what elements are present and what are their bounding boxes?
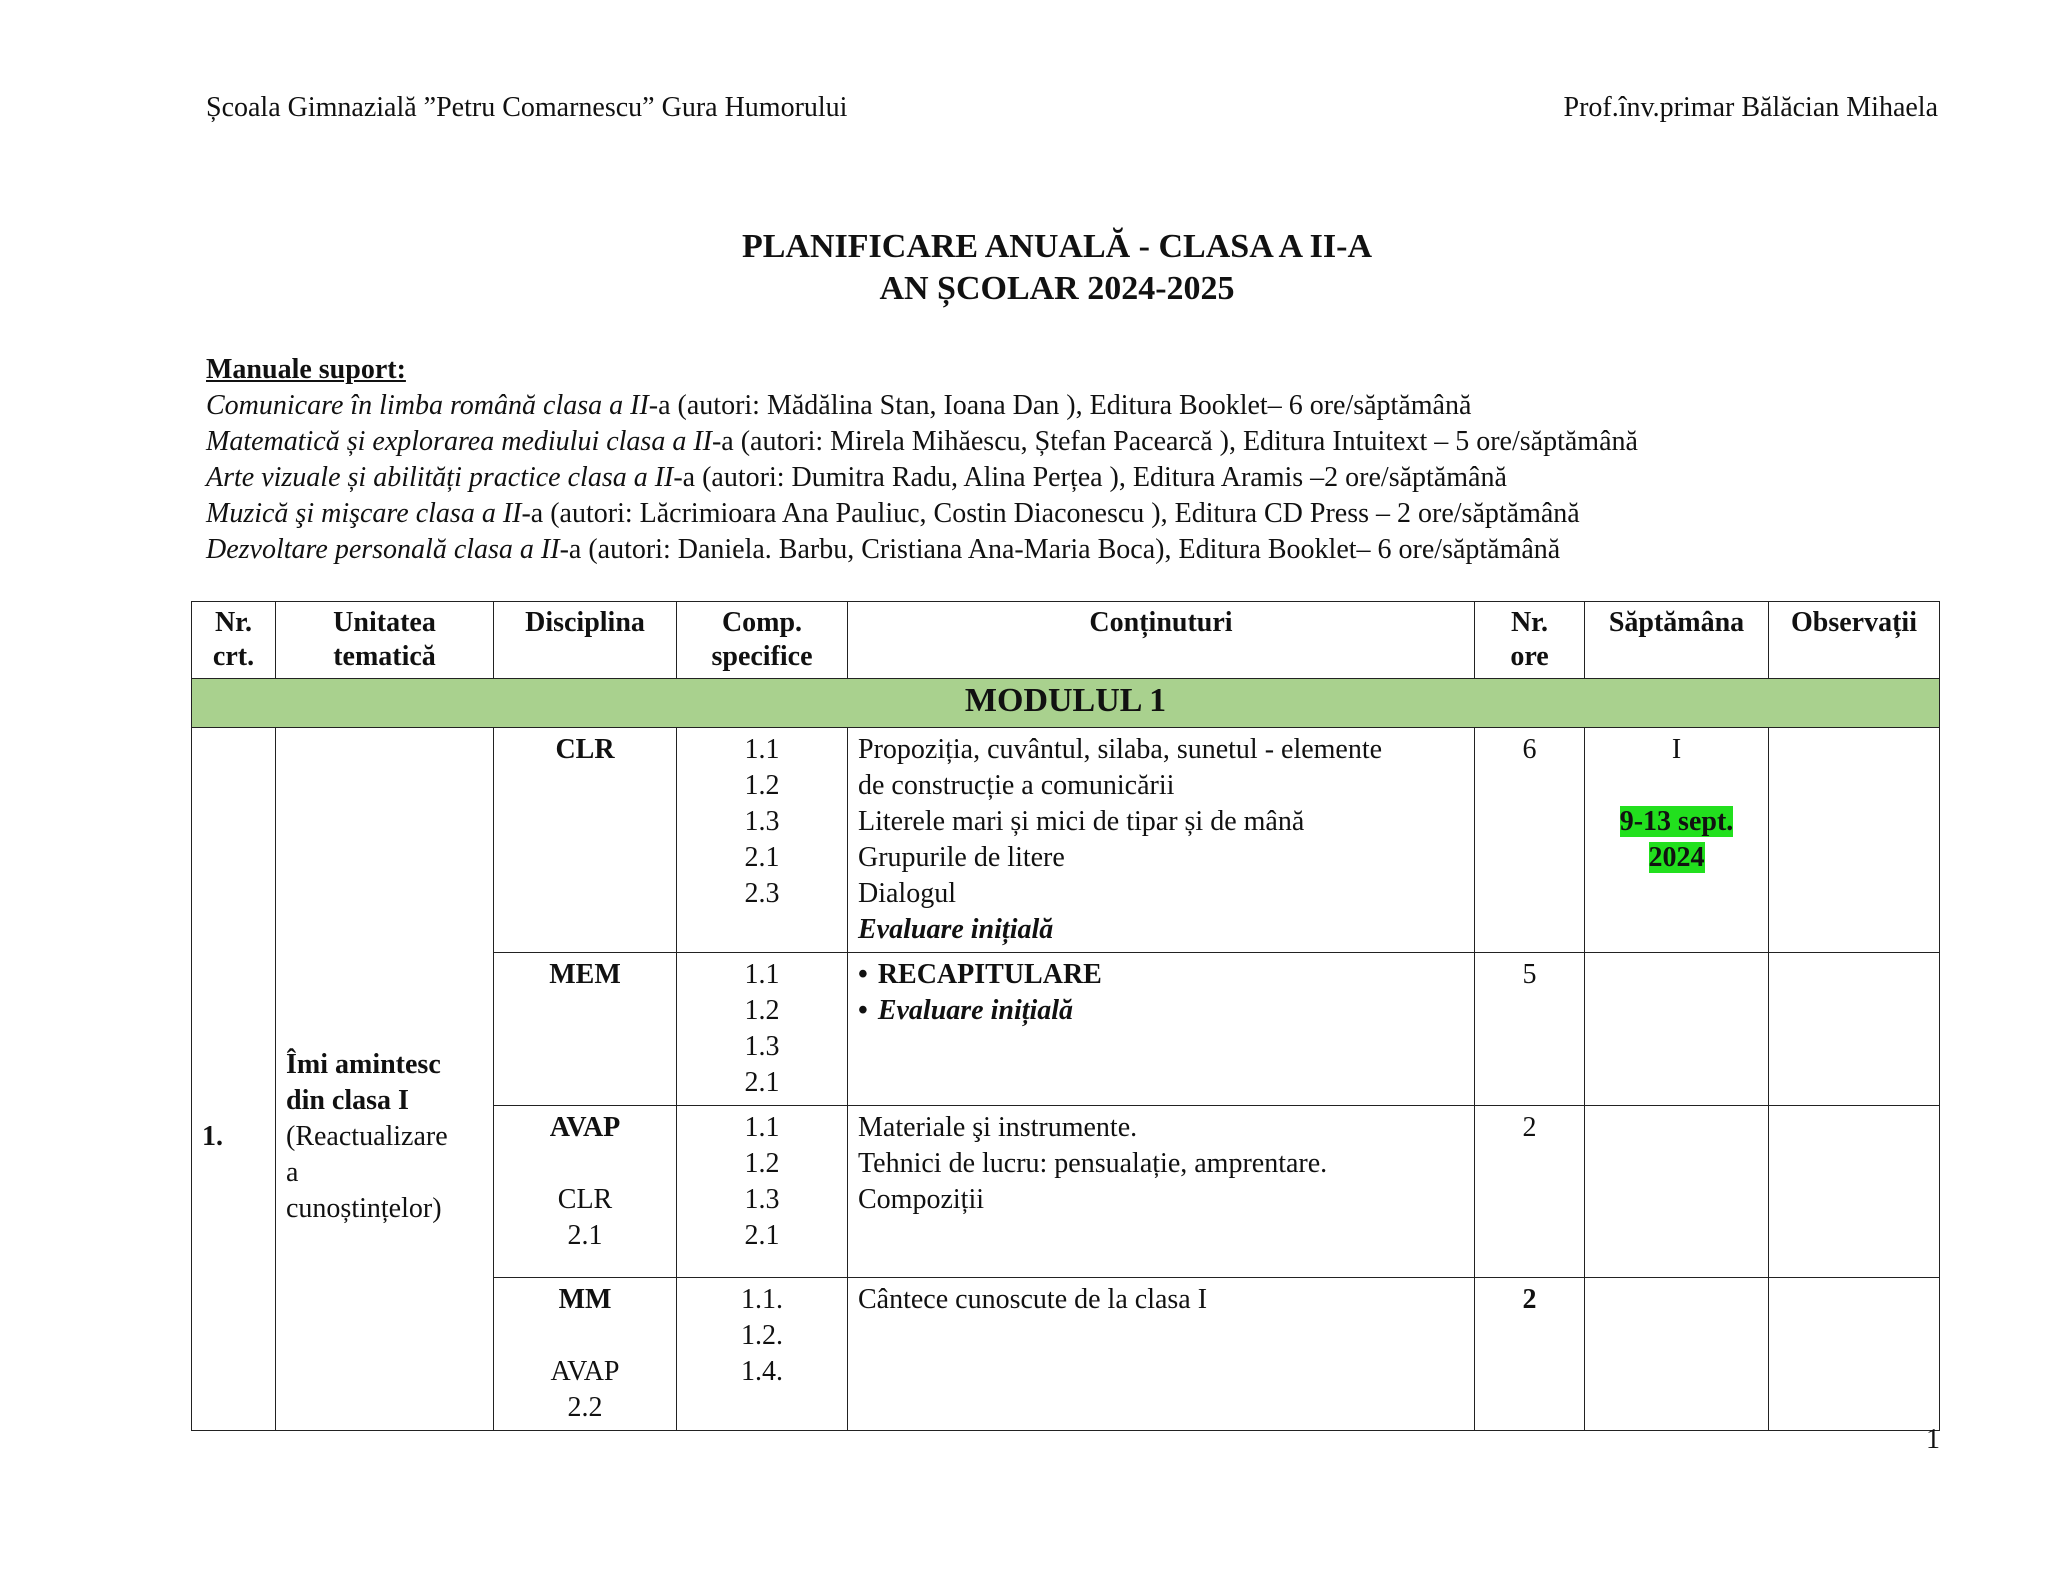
competences-mem: 1.1 1.2 1.3 2.1 [677,953,848,1106]
hours-avap: 2 [1475,1106,1585,1278]
week-mm [1585,1278,1769,1431]
header-unit: Unitatea tematică [276,602,494,679]
manual-line: Comunicare în limba română clasa a II-a (autori: Mădălina Stan, Ioana Dan ), Editura Booklet– 6 ore/săptămână [206,390,1472,421]
discipline-avap: AVAP CLR 2.1 [494,1106,677,1278]
competences-clr: 1.1 1.2 1.3 2.1 2.3 [677,728,848,953]
notes-mem [1769,953,1940,1106]
planning-table [191,601,1940,1431]
notes-avap [1769,1106,1940,1278]
discipline-mem: MEM [494,953,677,1106]
manual-line: Dezvoltare personală clasa a II-a (autori: Daniela. Barbu, Cristiana Ana-Maria Boca), Editura Booklet– 6 ore/săptămână [206,534,1561,565]
table-header-row [192,602,1940,679]
content-mem: • RECAPITULARE • Evaluare inițială [848,953,1475,1106]
header-competences: Comp. specifice [677,602,848,679]
manuals-section [206,352,1638,568]
title-line-1: PLANIFICARE ANUALĂ - CLASA A II-A [741,228,1373,265]
header-notes: Observații [1769,602,1940,679]
module-row [192,679,1940,728]
module-title: MODULUL 1 [192,679,1940,728]
notes-clr [1769,728,1940,953]
hours-mm: 2 [1475,1278,1585,1431]
week-avap [1585,1106,1769,1278]
school-name: Școala Gimnazială ”Petru Comarnescu” Gura Humorului [206,92,848,123]
header-week: Săptămâna [1585,602,1769,679]
header-nr: Nr. crt. [192,602,276,679]
teacher-name: Prof.înv.primar Bălăcian Mihaela [1563,92,1938,123]
manual-line: Arte vizuale și abilități practice clasa a II-a (autori: Dumitra Radu, Alina Perțea ), Editura Aramis –2 ore/săptămână [206,462,1507,493]
content-avap: Materiale şi instrumente. Tehnici de lucru: pensualație, amprentare. Compoziții [848,1106,1475,1278]
row-number: 1. [192,728,276,1431]
discipline-clr: CLR [494,728,677,953]
title-line-2: AN ȘCOLAR 2024-2025 [879,270,1235,307]
hours-mem: 5 [1475,953,1585,1106]
thematic-unit: Îmi amintesc din clasa I (Reactualizare a cunoștințelor) [276,728,494,1431]
hours-clr: 6 [1475,728,1585,953]
header-discipline: Disciplina [494,602,677,679]
competences-mm: 1.1. 1.2. 1.4. [677,1278,848,1431]
page-number: 1 [1926,1424,1940,1455]
content-mm: Cântece cunoscute de la clasa I [848,1278,1475,1431]
content-clr: Propoziția, cuvântul, silaba, sunetul - elemente de construcție a comunicării Literele mari și mici de tipar și de mână Grupurile de litere Dialogul Evaluare inițială [848,728,1475,953]
manual-line: Muzică şi mişcare clasa a II-a (autori: Lăcrimioara Ana Pauliuc, Costin Diaconescu ), Editura CD Press – 2 ore/săptămână [206,498,1580,529]
notes-mm [1769,1278,1940,1431]
header-content: Conținuturi [848,602,1475,679]
competences-avap: 1.1 1.2 1.3 2.1 [677,1106,848,1278]
manuals-label: Manuale suport: [206,354,406,385]
manual-line: Matematică și explorarea mediului clasa a II-a (autori: Mirela Mihăescu, Ștefan Pacearcă ), Editura Intuitext – 5 ore/săptămână [206,426,1638,457]
document-title [0,226,2048,310]
header-hours: Nr. ore [1475,602,1585,679]
discipline-mm: MM AVAP 2.2 [494,1278,677,1431]
week-clr: I 9-13 sept. 2024 [1585,728,1769,953]
week-mem [1585,953,1769,1106]
table-row [192,728,1940,953]
